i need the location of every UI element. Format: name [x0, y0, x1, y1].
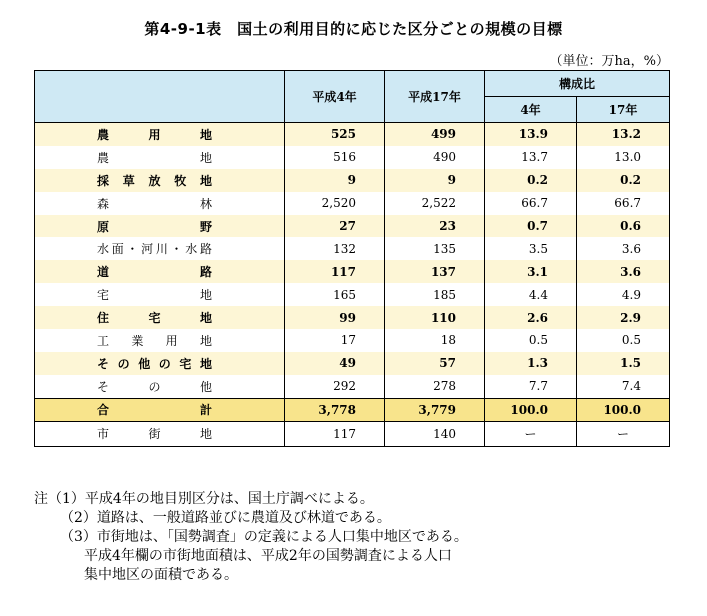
ratio-4: 66.7 — [485, 192, 577, 215]
note-3-cont-1: 平成4年欄の市街地面積は、平成2年の国勢調査による人口 — [84, 548, 452, 564]
value-h4: 49 — [285, 352, 385, 375]
ratio-4: 1.3 — [485, 352, 577, 375]
total-h17: 3,779 — [385, 398, 485, 421]
value-h17: 23 — [385, 215, 485, 238]
header-h17: 平成17年 — [385, 71, 485, 123]
ratio-17: 0.5 — [577, 329, 670, 352]
ratio-17: 0.2 — [577, 169, 670, 192]
ratio-4: 3.5 — [485, 237, 577, 260]
header-ratio: 構成比 — [485, 71, 670, 97]
table-row — [35, 237, 670, 260]
value-h17: 499 — [385, 123, 485, 146]
ratio-17: 13.2 — [577, 123, 670, 146]
city-h17: 140 — [385, 421, 485, 446]
value-h4: 516 — [285, 146, 385, 169]
header-r17: 17年 — [577, 97, 670, 123]
ratio-4: 0.7 — [485, 215, 577, 238]
note-2: （2）道路は、一般道路並びに農道及び林道である。 — [60, 510, 391, 526]
note-3-cont-2: 集中地区の面積である。 — [84, 567, 238, 583]
value-h17: 185 — [385, 283, 485, 306]
table-row — [35, 146, 670, 169]
table-row — [35, 169, 670, 192]
row-name: 森林 — [35, 192, 285, 215]
value-h4: 292 — [285, 375, 385, 398]
value-h4: 132 — [285, 237, 385, 260]
table-row — [35, 192, 670, 215]
value-h17: 137 — [385, 260, 485, 283]
value-h4: 525 — [285, 123, 385, 146]
ratio-4: 3.1 — [485, 260, 577, 283]
header-r4: 4年 — [485, 97, 577, 123]
table-row — [35, 329, 670, 352]
ratio-4: 0.2 — [485, 169, 577, 192]
ratio-17: 13.0 — [577, 146, 670, 169]
value-h4: 9 — [285, 169, 385, 192]
row-name: 宅地 — [35, 283, 285, 306]
ratio-17: 3.6 — [577, 237, 670, 260]
value-h17: 110 — [385, 306, 485, 329]
row-name: 原野 — [35, 215, 285, 238]
notes — [34, 490, 468, 585]
table-row — [35, 306, 670, 329]
value-h17: 9 — [385, 169, 485, 192]
ratio-17: 0.6 — [577, 215, 670, 238]
value-h4: 165 — [285, 283, 385, 306]
total-r4: 100.0 — [485, 398, 577, 421]
table-row — [35, 375, 670, 398]
ratio-17: 66.7 — [577, 192, 670, 215]
ratio-4: 4.4 — [485, 283, 577, 306]
city-r17: ー — [577, 421, 670, 446]
note-3: （3）市街地は、「国勢調査」の定義による人口集中地区である。 — [60, 529, 468, 545]
ratio-4: 13.9 — [485, 123, 577, 146]
ratio-4: 7.7 — [485, 375, 577, 398]
value-h4: 17 — [285, 329, 385, 352]
row-name: 水面・河川・水路 — [35, 237, 285, 260]
value-h17: 2,522 — [385, 192, 485, 215]
value-h4: 27 — [285, 215, 385, 238]
row-name: 農用地 — [35, 123, 285, 146]
table-row — [35, 352, 670, 375]
row-name: 農地 — [35, 146, 285, 169]
value-h4: 2,520 — [285, 192, 385, 215]
total-row — [35, 398, 670, 421]
header-corner — [35, 71, 285, 123]
ratio-17: 4.9 — [577, 283, 670, 306]
row-name: 住宅地 — [35, 306, 285, 329]
total-h4: 3,778 — [285, 398, 385, 421]
header-h4: 平成4年 — [285, 71, 385, 123]
ratio-4: 2.6 — [485, 306, 577, 329]
table-row — [35, 260, 670, 283]
city-row — [35, 421, 670, 446]
total-name: 合計 — [35, 398, 285, 421]
total-r17: 100.0 — [577, 398, 670, 421]
city-name: 市街地 — [35, 421, 285, 446]
ratio-4: 0.5 — [485, 329, 577, 352]
ratio-17: 7.4 — [577, 375, 670, 398]
value-h17: 278 — [385, 375, 485, 398]
table-row — [35, 123, 670, 146]
value-h17: 135 — [385, 237, 485, 260]
value-h17: 490 — [385, 146, 485, 169]
row-name: 採草放牧地 — [35, 169, 285, 192]
value-h17: 57 — [385, 352, 485, 375]
row-name: 工業用地 — [35, 329, 285, 352]
row-name: その他 — [35, 375, 285, 398]
ratio-17: 1.5 — [577, 352, 670, 375]
value-h17: 18 — [385, 329, 485, 352]
row-name: その他の宅地 — [35, 352, 285, 375]
table-row — [35, 215, 670, 238]
value-h4: 117 — [285, 260, 385, 283]
land-use-table — [34, 70, 670, 447]
unit-label: （単位：万ha，%） — [549, 54, 669, 69]
table-row — [35, 283, 670, 306]
city-r4: ー — [485, 421, 577, 446]
row-name: 道路 — [35, 260, 285, 283]
table-title: 第4-9-1表 国土の利用目的に応じた区分ごとの規模の目標 — [144, 20, 563, 38]
value-h4: 99 — [285, 306, 385, 329]
ratio-17: 3.6 — [577, 260, 670, 283]
city-h4: 117 — [285, 421, 385, 446]
ratio-4: 13.7 — [485, 146, 577, 169]
ratio-17: 2.9 — [577, 306, 670, 329]
note-1: 注（1）平成4年の地目別区分は、国土庁調べによる。 — [34, 491, 374, 507]
